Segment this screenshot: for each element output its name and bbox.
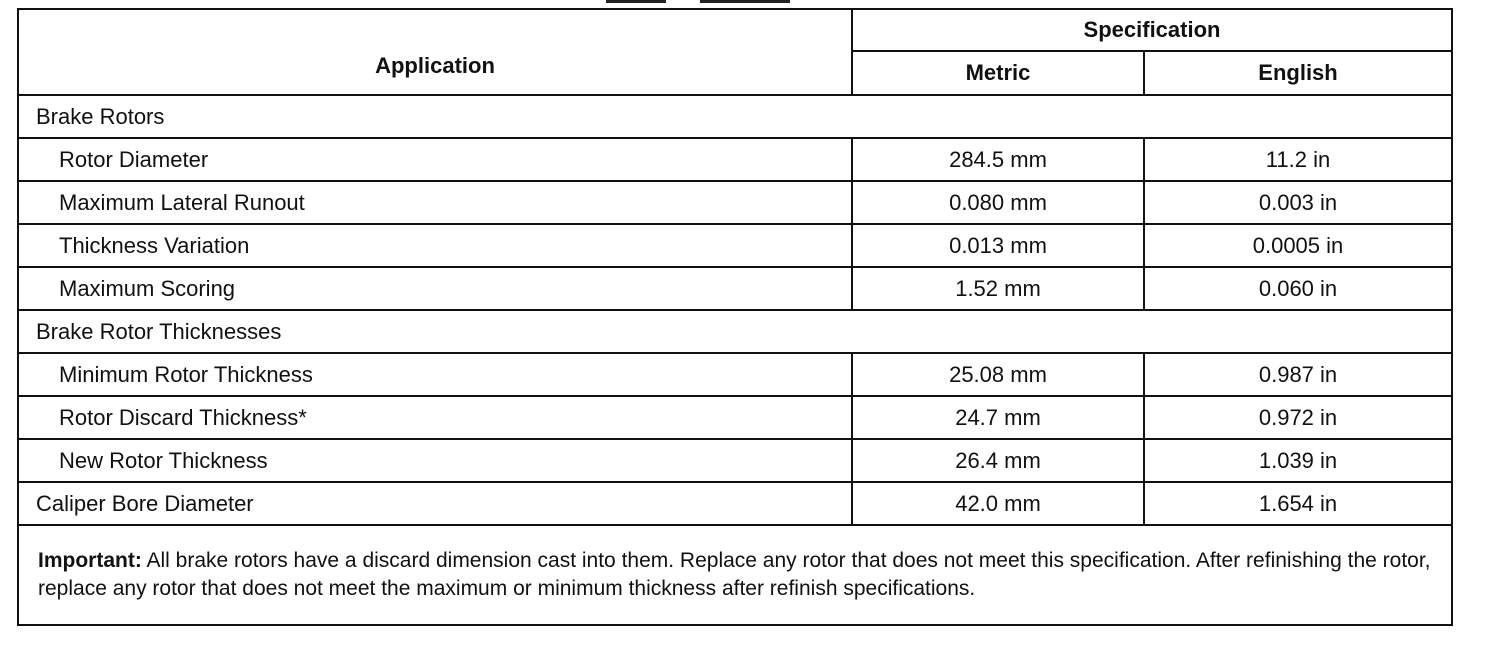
table-row: [18, 224, 1452, 267]
table-row: [18, 482, 1452, 525]
metric-cell: 0.013 mm: [852, 224, 1144, 267]
table-row: [18, 353, 1452, 396]
english-cell: 1.039 in: [1144, 439, 1452, 482]
english-cell: 0.972 in: [1144, 396, 1452, 439]
application-cell: Maximum Scoring: [18, 267, 852, 310]
application-cell: Maximum Lateral Runout: [18, 181, 852, 224]
english-cell: 0.0005 in: [1144, 224, 1452, 267]
application-cell: Thickness Variation: [18, 224, 852, 267]
metric-cell: 26.4 mm: [852, 439, 1144, 482]
note-label: Important:: [38, 549, 142, 572]
english-cell: 0.003 in: [1144, 181, 1452, 224]
important-note: [18, 525, 1452, 625]
table-row: [18, 181, 1452, 224]
metric-cell: 24.7 mm: [852, 396, 1144, 439]
application-cell: Caliper Bore Diameter: [18, 482, 852, 525]
note-text: All brake rotors have a discard dimension cast into them. Replace any rotor that does not meet this specification. After refinishing the rotor, replace any rotor that does not meet the maximum or minimum thickness after refinish specifications.: [38, 549, 1431, 600]
table-row: [18, 396, 1452, 439]
english-cell: 0.987 in: [1144, 353, 1452, 396]
application-cell: Rotor Diameter: [18, 138, 852, 181]
section-label: Brake Rotors: [18, 95, 1452, 138]
table-row-section: [18, 95, 1452, 138]
metric-cell: 42.0 mm: [852, 482, 1144, 525]
application-cell: Rotor Discard Thickness*: [18, 396, 852, 439]
header-english: English: [1144, 51, 1452, 95]
application-cell: New Rotor Thickness: [18, 439, 852, 482]
metric-cell: 284.5 mm: [852, 138, 1144, 181]
english-cell: 11.2 in: [1144, 138, 1452, 181]
english-cell: 1.654 in: [1144, 482, 1452, 525]
table-row: [18, 439, 1452, 482]
metric-cell: 0.080 mm: [852, 181, 1144, 224]
table-row: [18, 267, 1452, 310]
brake-specifications-table: [17, 8, 1453, 626]
section-label: Brake Rotor Thicknesses: [18, 310, 1452, 353]
table-row: [18, 138, 1452, 181]
note-row: [18, 525, 1452, 625]
header-metric: Metric: [852, 51, 1144, 95]
header-specification: Specification: [852, 9, 1452, 51]
metric-cell: 25.08 mm: [852, 353, 1144, 396]
cropped-title-fragment: [0, 0, 1504, 8]
header-application: Application: [18, 9, 852, 95]
metric-cell: 1.52 mm: [852, 267, 1144, 310]
english-cell: 0.060 in: [1144, 267, 1452, 310]
application-cell: Minimum Rotor Thickness: [18, 353, 852, 396]
table-row-section: [18, 310, 1452, 353]
